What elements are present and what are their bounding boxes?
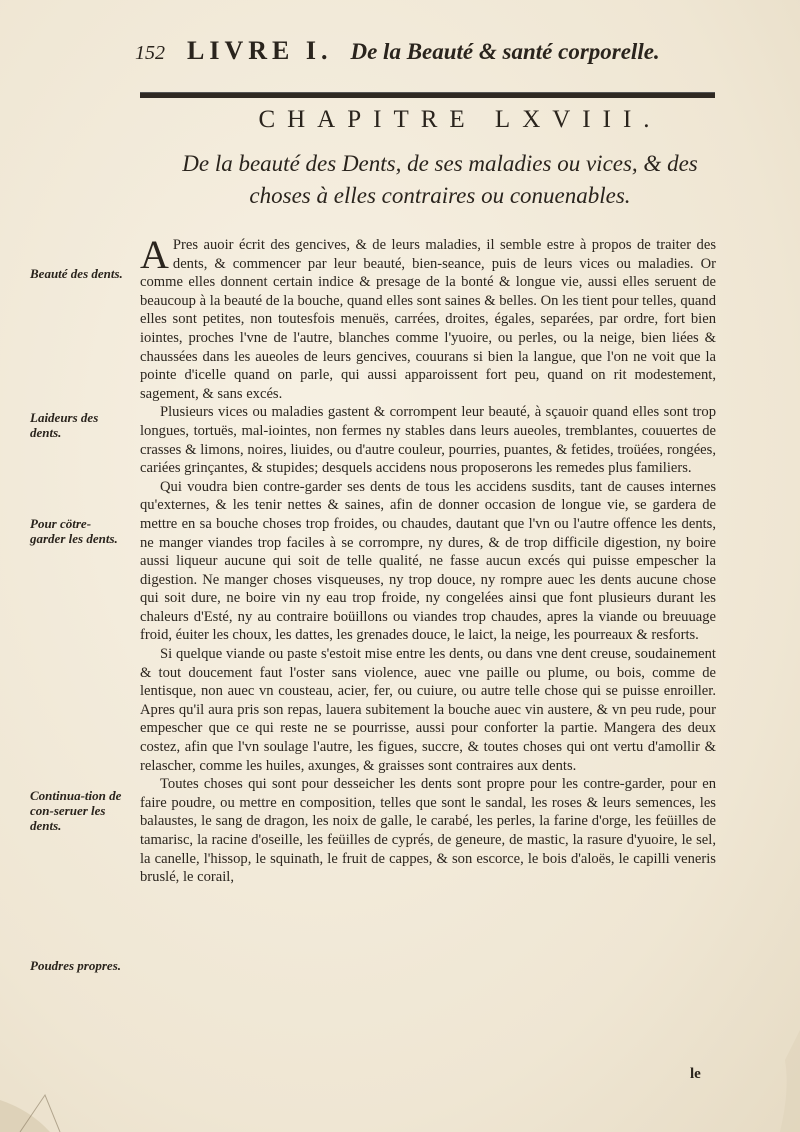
- margin-note-beaute: Beauté des dents.: [30, 266, 123, 281]
- catchword: le: [690, 1066, 701, 1082]
- margin-note-laideurs: Laideurs des dents.: [30, 410, 99, 440]
- running-title: De la Beauté & santé corporelle.: [350, 39, 660, 64]
- margin-note-poudres: Poudres propres.: [30, 958, 122, 973]
- book-label: LIVRE I.: [187, 36, 333, 65]
- paragraph: Plusieurs vices ou maladies gastent & corrompent leur beauté, à sçauoir quand elles sont trop longues, tortuës, mal-iointes, non fermes ny stables dans leurs aueoles, tremblantes, couuertes de crasses & limons, noires, liuides, ou d'autre couleur, pourries, puantes, & fetides, troüées, rongées, cariées grinçantes, & stupides; desquels accidens nous proposerons les remedes plus familiers.: [140, 404, 716, 477]
- chapter-title: De la beauté des Dents, de ses maladies ou vices, & des choses à elles contraires ou conuenables.: [182, 151, 698, 208]
- paragraph: Si quelque viande ou paste s'estoit mise entre les dents, ou dans vne dent creuse, soudainement & tout doucement faut l'oster sans violence, auec vne paille ou plume, ou bois, comme de lentisque, non auec vn cousteau, acier, fer, ou cuiure, ou autre telle chose qui se puisse enroiller. Apres qu'il aura pris son repas, lauera subitement la bouche auec vin austere, & vn peu rude, pour empescher que ce qui reste ne se pourrisse, aussi pour conforter la partie. Mangera des deux costez, afin que l'vn soulage l'autre, les figues, succre, & toutes choses qui ont vertu d'amollir & relascher, comme les huiles, axunges, & graisses sont contraires aux dents.: [140, 646, 716, 774]
- chapter-heading: CHAPITRE LXVIII.: [258, 106, 662, 133]
- chapter-body: [140, 232, 716, 887]
- running-head: [135, 36, 695, 66]
- paragraph: A Pres auoir écrit des gencives, & de leurs maladies, il semble estre à propos de traiter des dents, & commencer par leur beauté, bien-seance, puis de leurs vices ou maladies. Or comme elles donnent certain indice & presage de la bonté & longue vie, aussi elles seruent de beaucoup à la beauté de la bouche, quand elles sont saines & belles. On les tient pour telles, quand elles sont petites, non toutesfois menuës, carrées, droites, égales, separées, par ordre, fort bien iointes, proches l'vne de l'autre, blanches comme l'yuoire, ou perles, ou la neige, bien liées & chaussées dans les aueoles de leurs gencives, couurans si bien la langue, que l'on ne voit que la pointe d'icelle quand on parle, qui aussi apparoissent fort peu, quand on rit modestement, sagement, & sans excés.: [140, 232, 716, 402]
- header-rule: [140, 92, 715, 98]
- page-number: 152: [135, 42, 165, 64]
- paragraph: Toutes choses qui sont pour desseicher les dents sont propre pour les contre-garder, pour en faire poudre, ou mettre en composition, telles que sont le sandal, les roses & leurs semences, les balaustes, le sang de dragon, les noix de galle, le carabé, les perles, la farine d'orge, les feüilles de tamarisc, la racine d'oseille, les feüilles de cyprés, de geneure, de mastic, la rasure d'yuoire, le sel, la canelle, l'hissop, le squinath, le fruit de cappes, & son escorce, le bois d'aloës, le capilli veneris bruslé, le corail,: [140, 776, 716, 886]
- paragraph: Qui voudra bien contre-garder ses dents de tous les accidens susdits, tant de causes internes qu'externes, & les tenir nettes & saines, afin de donner occasion de longue vie, se gardera de mettre en sa bouche choses trop froides, ou chaudes, dautant que l'vn ou l'autre offence les dents, ne manger viandes trop faciles à se corrompre, ny dures, & de trop difficile digestion, ny boire aussi liqueur aucune qui soit de telle qualité, ne fasse aucun excés qui puisse empescher la digestion. Ne manger choses visqueuses, ny trop douce, ny rompre auec les dents aucune chose qui soit dure, ne boire vin ny eau trop froide, ny congelées ainsi que font plusieurs durant les chaleurs d'Esté, ny au contraire boüillons ou viandes trop chaudes, apres la viande ou breuuage froid, éuiter les choux, les dattes, les grenades douce, le laict, la neige, les pourreaux & resforts.: [140, 478, 716, 644]
- margin-note-contregarder: Pour cötre-garder les dents.: [30, 516, 118, 546]
- margin-note-continuation: Continua-tion de con-seruer les dents.: [30, 788, 122, 833]
- drop-cap: A: [140, 232, 169, 277]
- corner-stain: [0, 1040, 120, 1132]
- edge-stain: [740, 1030, 800, 1132]
